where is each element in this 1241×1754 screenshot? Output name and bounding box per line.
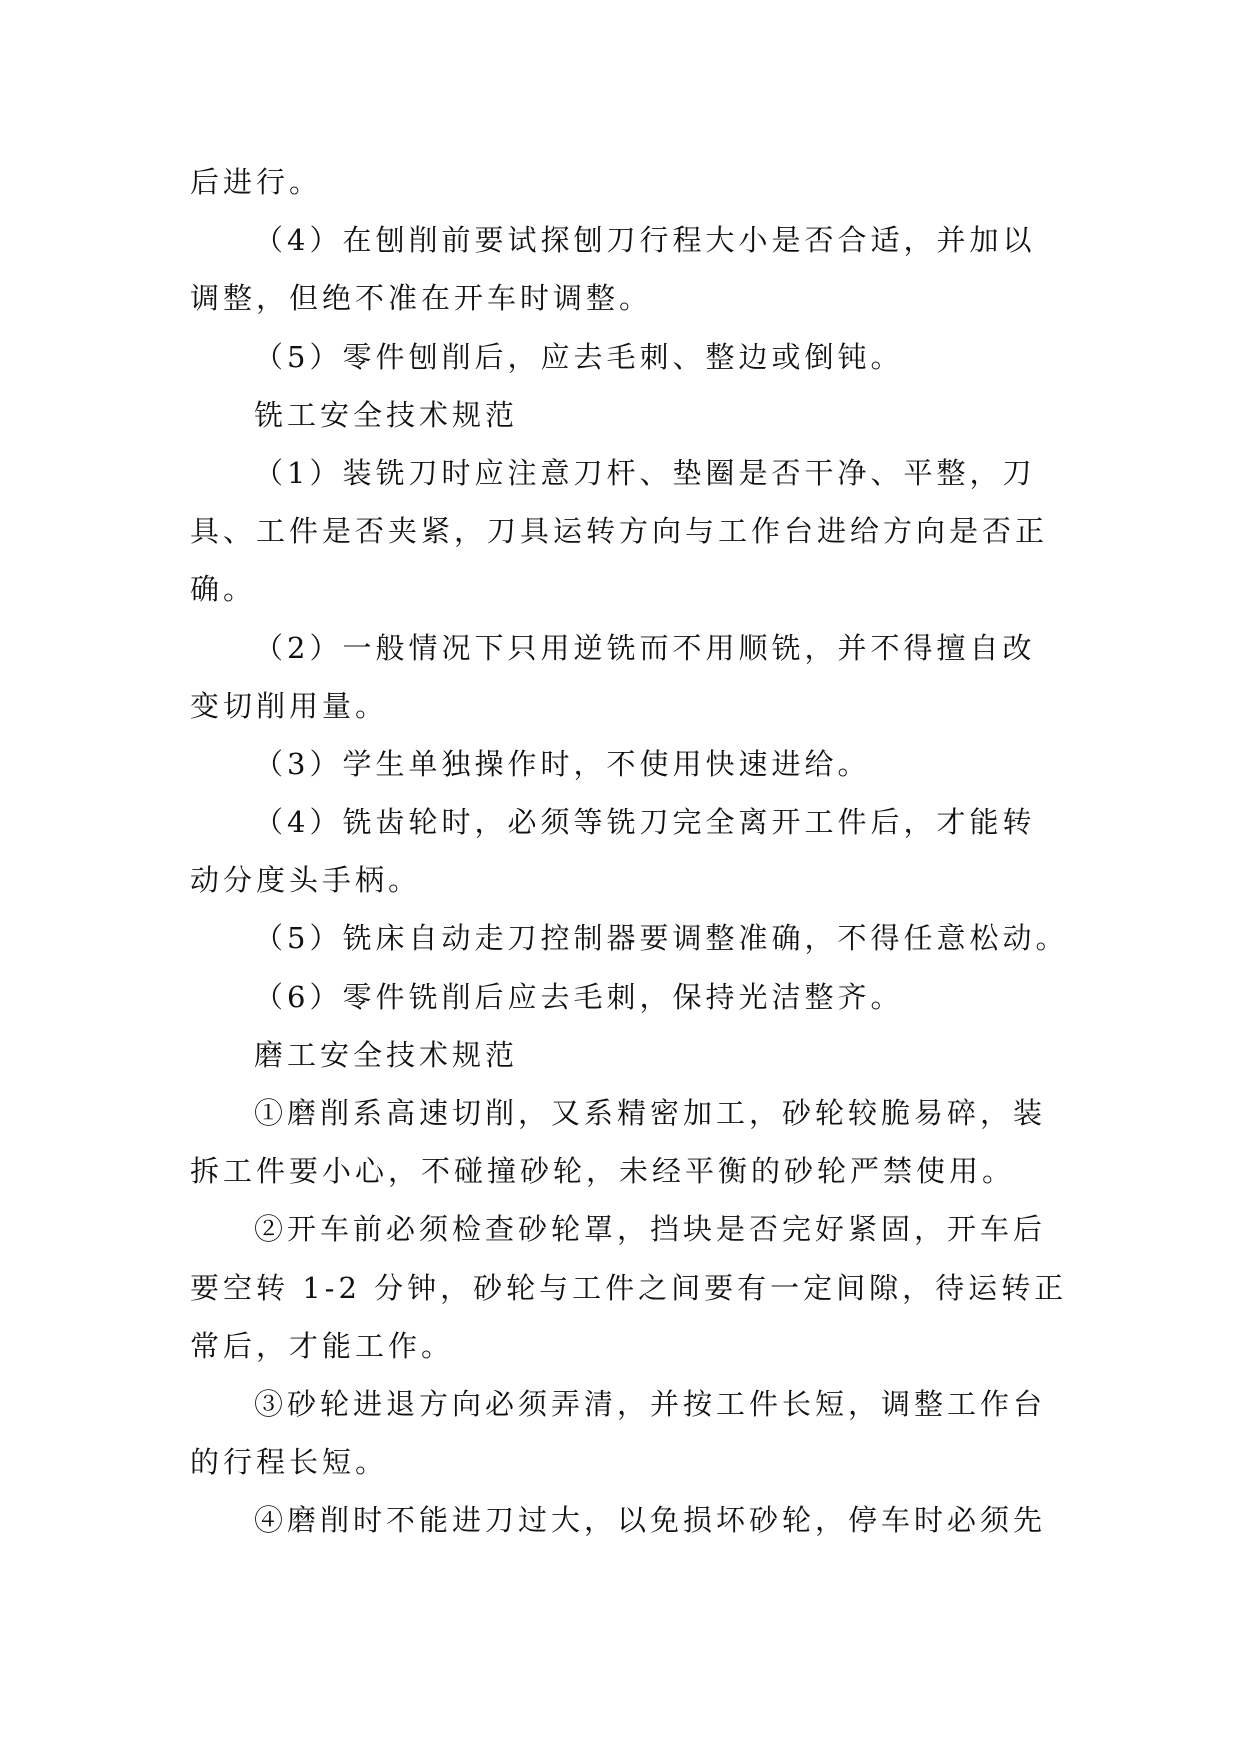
text-line: 的行程长短。	[190, 1445, 389, 1480]
text-line: 要空转 1-2 分钟，砂轮与工件之间要有一定间隙，待运转正	[190, 1270, 1068, 1305]
text-line: （3）学生单独操作时，不使用快速进给。	[254, 746, 871, 781]
text-line: （1）装铣刀时应注意刀杆、垫圈是否干净、平整，刀	[254, 455, 1036, 490]
text-line: （4）铣齿轮时，必须等铣刀完全离开工件后，才能转	[254, 805, 1036, 840]
text-line: 调整，但绝不准在开车时调整。	[190, 281, 653, 316]
section-heading: 铣工安全技术规范	[254, 397, 519, 432]
text-line: 确。	[190, 572, 257, 607]
text-line: （5）零件刨削后，应去毛刺、整边或倒钝。	[254, 339, 904, 374]
text-line: 具、工件是否夹紧，刀具运转方向与工作台进给方向是否正	[190, 514, 1049, 549]
text-line: 动分度头手柄。	[190, 863, 422, 898]
text-line: 后进行。	[190, 165, 323, 199]
section-heading: 磨工安全技术规范	[254, 1037, 519, 1072]
text-line: （6）零件铣削后应去毛刺，保持光洁整齐。	[254, 979, 904, 1014]
text-line: ④磨削时不能进刀过大，以免损坏砂轮，停车时必须先	[254, 1503, 1047, 1538]
text-line: （4）在刨削前要试探刨刀行程大小是否合适，并加以	[254, 223, 1036, 258]
document-body	[190, 153, 1069, 1550]
text-line: （2）一般情况下只用逆铣而不用顺铣，并不得擅自改	[254, 630, 1036, 665]
text-line: （5）铣床自动走刀控制器要调整准确，不得任意松动。	[254, 921, 1069, 956]
text-line: 常后，才能工作。	[190, 1328, 455, 1363]
text-line: 拆工件要小心，不碰撞砂轮，未经平衡的砂轮严禁使用。	[190, 1154, 1016, 1189]
text-line: ③砂轮进退方向必须弄清，并按工件长短，调整工作台	[254, 1386, 1047, 1421]
text-line: ①磨削系高速切削，又系精密加工，砂轮较脆易碎，装	[254, 1096, 1047, 1130]
text-line: 变切削用量。	[190, 688, 389, 723]
text-line: ②开车前必须检查砂轮罩，挡块是否完好紧固，开车后	[254, 1212, 1047, 1247]
